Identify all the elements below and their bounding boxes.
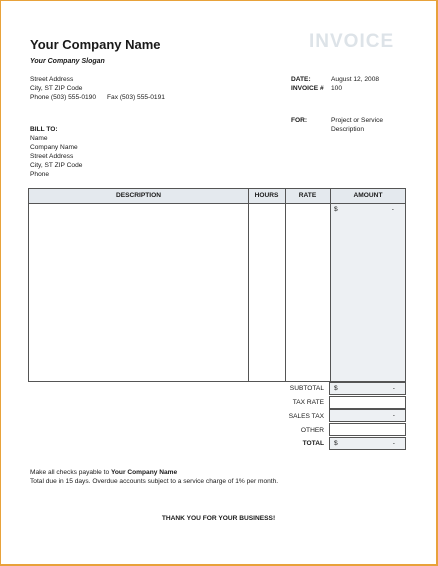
invoice-title: INVOICE [309,31,395,52]
for-line-2: Description [331,126,364,133]
amount-column [330,203,405,381]
column-divider [330,189,331,381]
subtotal-label: SUBTOTAL [289,385,324,392]
line-items-table [28,188,406,382]
checks-payable-line [30,468,177,477]
company-fax: Fax (503) 555-0191 [107,94,165,101]
header-hours: HOURS [254,192,279,199]
for-line-1: Project or Service [331,117,384,124]
payment-terms: Total due in 15 days. Overdue accounts subject to a service charge of 1% per month. [30,478,279,485]
bill-to-name: Name [30,135,48,142]
total-currency: $ [334,440,338,447]
thank-you-message: THANK YOU FOR YOUR BUSINESS! [161,515,276,522]
other-label: OTHER [300,427,324,434]
date-value: August 12, 2008 [331,76,380,83]
bill-to-city: City, ST ZIP Code [30,162,83,169]
other-box[interactable] [329,423,406,436]
tax-rate-box[interactable] [329,396,406,409]
company-name: Your Company Name [30,37,161,52]
subtotal-box [329,382,406,395]
first-amount-currency: $ [334,206,338,213]
date-label: DATE: [291,76,311,83]
total-value: - [392,440,395,447]
first-amount-value: - [391,206,394,213]
invoice-number-label: INVOICE # [291,85,324,92]
header-amount: AMOUNT [353,192,383,199]
invoice-page [1,1,436,564]
subtotal-currency: $ [334,385,338,392]
checks-payable-company: Your Company Name [111,469,178,476]
bill-to-label: BILL TO: [30,126,58,133]
header-description: DESCRIPTION [115,192,162,199]
column-divider [285,189,286,381]
total-box [329,437,406,450]
bill-to-phone: Phone [30,171,50,178]
column-divider [248,189,249,381]
for-label: FOR: [291,117,308,124]
header-rate: RATE [298,192,317,199]
tax-rate-label: TAX RATE [292,399,324,406]
company-street: Street Address [30,76,74,83]
total-label: TOTAL [302,440,324,447]
invoice-number-value: 100 [331,85,343,92]
checks-payable-prefix: Make all checks payable to [30,469,111,476]
company-city: City, ST ZIP Code [30,85,83,92]
bill-to-company: Company Name [30,144,78,151]
subtotal-value: - [392,385,395,392]
company-phone: Phone (503) 555-0190 [30,94,96,101]
sales-tax-label: SALES TAX [288,413,324,420]
company-slogan: Your Company Slogan [30,58,105,65]
sales-tax-box [329,409,406,422]
sales-tax-value: - [392,412,395,419]
bill-to-street: Street Address [30,153,74,160]
